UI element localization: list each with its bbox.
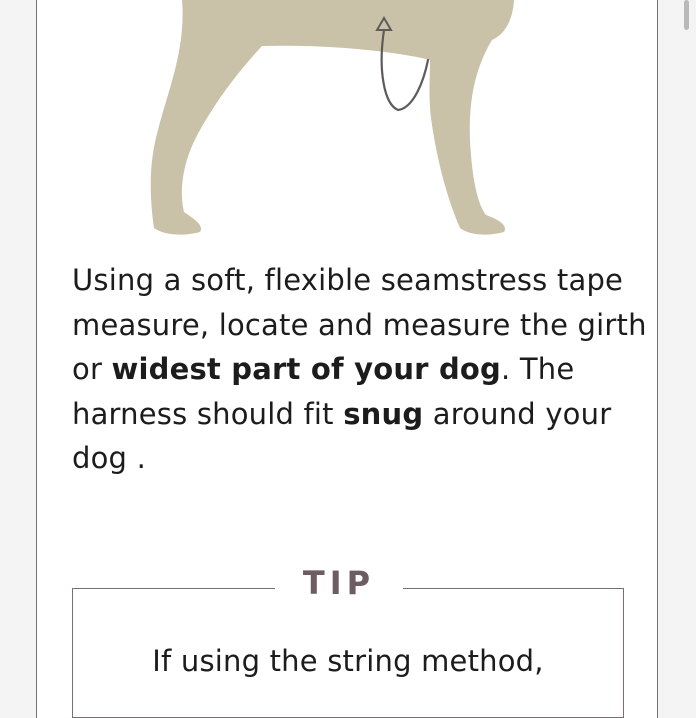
instructions-text-3: around your dog . bbox=[72, 396, 612, 475]
measuring-instructions bbox=[72, 258, 652, 481]
scrollbar-thumb[interactable] bbox=[684, 0, 689, 30]
instructions-text-1: Using a soft, flexible seamstress tape measure, locate and measure the girth or bbox=[72, 263, 647, 386]
instructions-bold-widest: widest part of your dog bbox=[111, 352, 501, 386]
tip-heading: TIP bbox=[275, 560, 403, 606]
tip-text: If using the string method, bbox=[152, 644, 544, 678]
dog-body bbox=[151, 0, 514, 235]
instructions-bold-snug: snug bbox=[343, 396, 424, 431]
instructions-text-2: . The harness should fit bbox=[72, 352, 575, 431]
dog-silhouette-icon bbox=[0, 0, 696, 250]
